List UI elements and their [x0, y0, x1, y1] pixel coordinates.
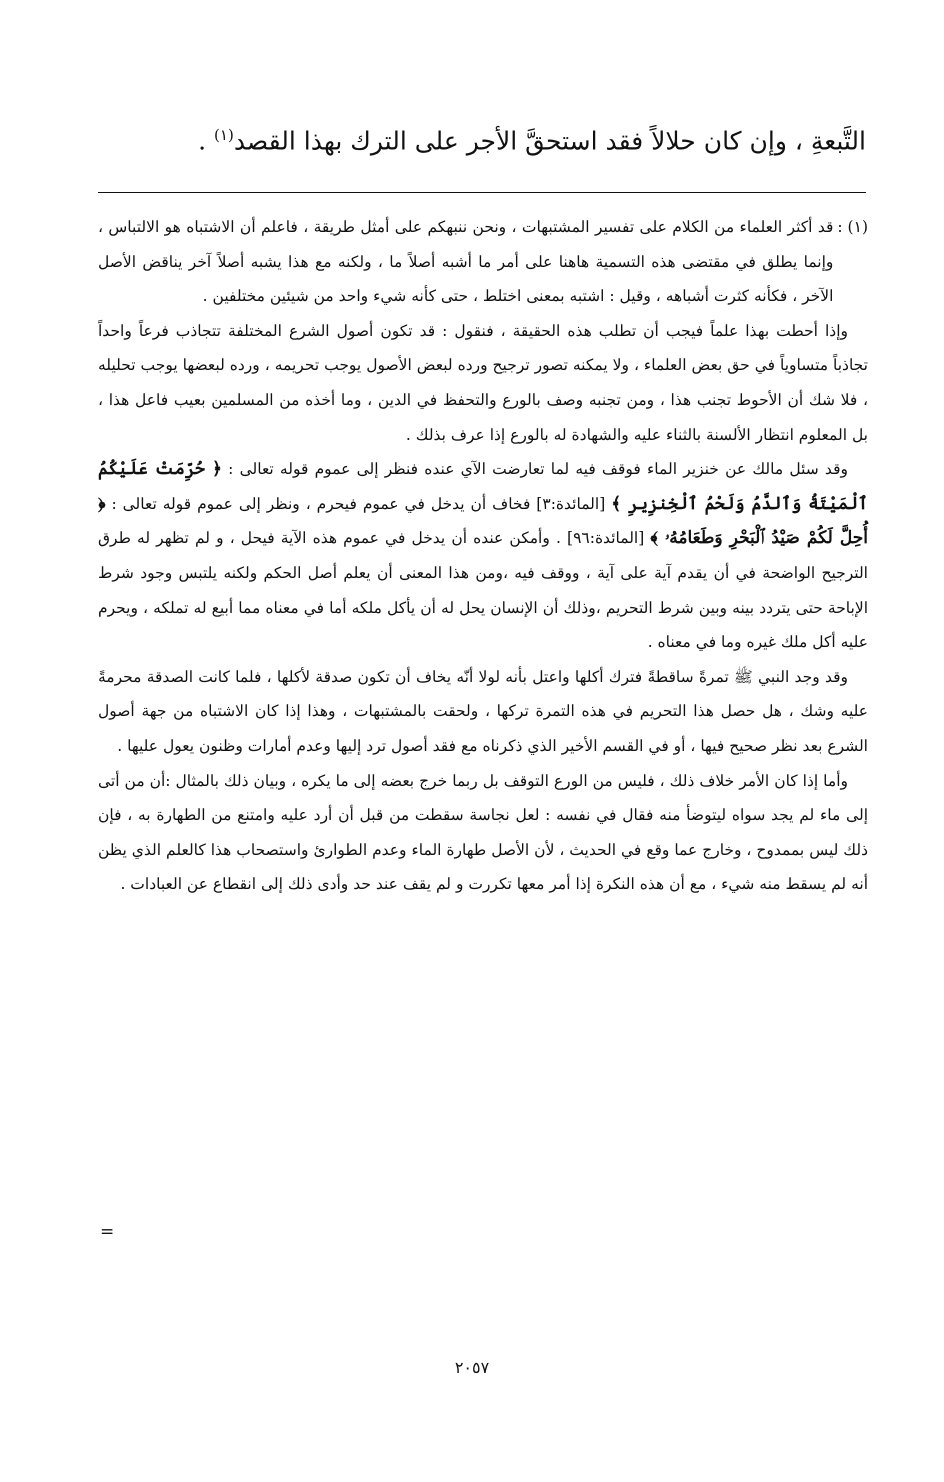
- footnote-paragraph-1: قد أكثر العلماء من الكلام على تفسير المشتبهات ، ونحن ننبهكم على أمثل طريقة ، فاعلم أن الاشتباه هو الالتباس ، وإنما يطلق في مقتضى هذه التسمية هاهنا على أمر ما أشبه أصلاً ما ، ولكنه مع هذا يشبه أصلاً آخر يناقض الأصل الآخر ، فكأنه كثرت أشباهه ، وقيل : اشتبه بمعنى اختلط ، حتى كأنه شيء واحد من شيئين مختلفين .: [98, 218, 834, 306]
- footnote-first: [98, 210, 868, 314]
- verse-reference-1: [المائدة:٣]: [536, 494, 606, 513]
- footnote-separator: [98, 192, 866, 193]
- footnote-paragraph-5: وأما إذا كان الأمر خلاف ذلك ، فليس من الورع التوقف بل ربما خرج بعضه إلى ما يكره ، وبيان ذلك بالمثال :أن من أتى إلى ماء لم يجد سواه ليتوضأ منه فقال في نفسه : لعل نجاسة سقطت من قبل أن أرد عليه وامتنع من الطهارة به ، فإن ذلك ليس بممدوح ، وخارج عما وقع في الحديث ، لأن الأصل طهارة الماء وعدم الطوارئ واستصحاب هذا كالعلم الذي يظن أنه لم يسقط منه شيء ، مع أن هذه النكرة إذا أمر معها تكررت و لم يقف عند حد وأدى ذلك إلى انقطاع عن العبادات .: [98, 771, 868, 894]
- paragraph-3-part-2: فخاف أن يدخل في عموم فيحرم ، ونظر إلى عموم قوله تعالى :: [111, 494, 531, 513]
- paragraph-3-part-3: . وأمكن عنده أن يدخل في عموم هذه الآية فيحل ، و لم تظهر له طرق الترجيح الواضحة في أن يقدم آية على آية ، ووقف فيه ،ومن هذا المعنى أن يعلم أصل الحكم ولكنه يلتبس وجود شرط الإباحة حتى يتردد بينه وبين شرط التحريم ،وذلك أن الإنسان يحل له أن يأكل ملكه أما في معناه مما أبيع له تملكه ، ويحرم عليه أكل ملك غيره وما في معناه .: [98, 529, 868, 652]
- verse-reference-2: [المائدة:٩٦]: [567, 529, 645, 548]
- page-number: ٢٠٥٧: [454, 1358, 490, 1377]
- footnote-paragraph-2: وإذا أحطت بهذا علماً فيجب أن تطلب هذه الحقيقة ، فنقول : قد تكون أصول الشرع المختلفة تتجاذب فرعاً واحداً تجاذباً متساوياً في حق بعض العلماء ، ولا يمكنه تصور ترجيح ورده لبعض الأصول يوجب تحريمه ، ورده لبعضها يوجب تحليله ، فلا شك أن الأحوط تجنب هذا ، ومن تجنبه وصف بالورع والتحفظ في الدين ، وما أخذه من المسلمين بعيب فاعل هذا ، بل المعلوم انتظار الألسنة بالثناء عليه والشهادة له بالورع إذا عرف بذلك .: [98, 321, 868, 444]
- footnote-reference: (١): [214, 126, 234, 144]
- quran-verse-2: ﴿ أُحِلَّ لَكُمْ صَيْدُ ٱلْبَحْرِ وَطَعَامُهُۥ ﴾: [98, 493, 868, 549]
- footnote-marker: (١) :: [837, 218, 868, 236]
- main-text-line: [70, 112, 866, 164]
- continuation-mark: =: [100, 1222, 115, 1242]
- footnote-paragraph-3: [98, 452, 868, 660]
- quran-verse-1: ﴿ حُرِّمَتْ عَلَيْكُمُ ٱلْمَيْتَةُ وَٱلدَّمُ وَلَحْمُ ٱلْخِنزِيرِ ﴾: [98, 459, 868, 514]
- paragraph-3-part-1: وقد سئل مالك عن خنزير الماء فوقف فيه لما تعارضت الآي عنده فنظر إلى عموم قوله تعالى :: [228, 460, 848, 479]
- main-text-ending: .: [198, 126, 215, 156]
- footnote-paragraph-4: وقد وجد النبي ﷺ تمرةً ساقطةً فترك أكلها واعتل بأنه لولا أنّه يخاف أن تكون صدقة لأكلها ، فلما كانت الصدقة محرمةً عليه وشك ، هل حصل هذا التحريم في هذه التمرة تركها ، ولحقت بالمشتبهات ، وهذا إذا كان الاشتباه من جهة أصول الشرع بعد نظر صحيح فيها ، أو في القسم الأخير الذي ذكرناه مع فقد أصول ترد إليها وعدم أمارات وظنون يعول عليها .: [98, 667, 868, 755]
- main-text: التَّبعةِ ، وإن كان حلالاً فقد استحقَّ الأجر على الترك بهذا القصد: [233, 126, 866, 156]
- footnote-block: [98, 210, 868, 902]
